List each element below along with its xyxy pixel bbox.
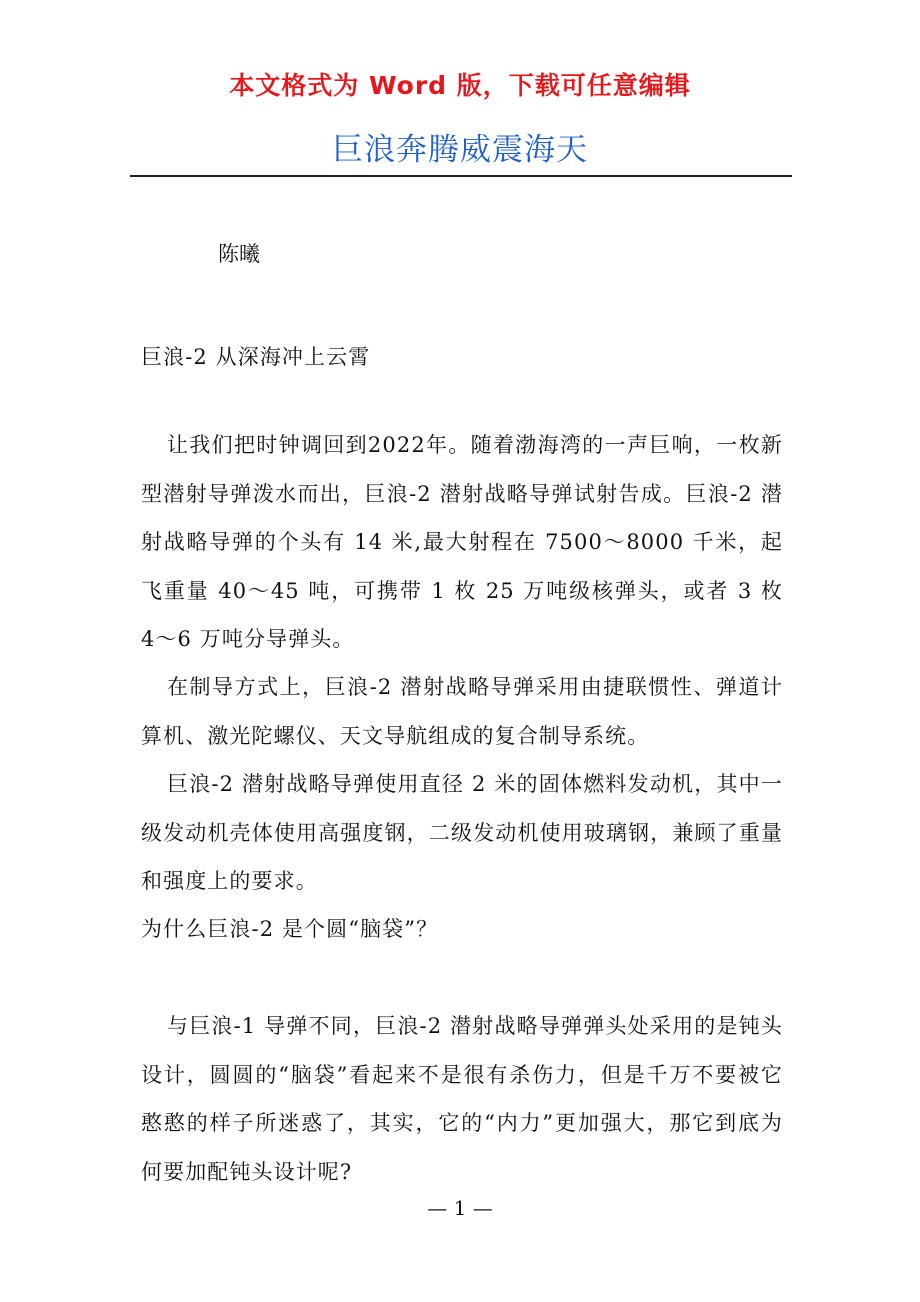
author-name: 陈曦 (218, 242, 260, 266)
paragraph-2: 在制导方式上，巨浪-2 潜射战略导弹采用由捷联惯性、弹道计算机、激光陀螺仪、天文导航组成的复合制导系统。 (141, 675, 783, 748)
paragraph-4: 与巨浪-1 导弹不同，巨浪-2 潜射战略导弹弹头处采用的是钝头设计，圆圆的“脑袋”看起来不是很有杀伤力，但是千万不要被它憨憨的样子所迷惑了，其实，它的“内力”更加强大，那它到底为何要加配钝头设计呢? (141, 1014, 783, 1184)
paragraph-3: 巨浪-2 潜射战略导弹使用直径 2 米的固体燃料发动机，其中一级发动机壳体使用高强度钢，二级发动机使用玻璃钢，兼顾了重量和强度上的要求。 (141, 772, 783, 893)
title-divider (130, 175, 792, 177)
document-title: 巨浪奔腾威震海天 (332, 132, 588, 168)
section-heading-1: 巨浪-2 从深海冲上云霄 (141, 345, 371, 369)
page-number: — 1 — (427, 1196, 493, 1220)
paragraph-1: 让我们把时钟调回到2022年。随着渤海湾的一声巨响，一枚新型潜射导弹泼水而出，巨浪-2 潜射战略导弹试射告成。巨浪-2 潜射战略导弹的个头有 14 米,最大射程在 7500～8000 千米，起飞重量 40～45 吨，可携带 1 枚 25 万吨级核弹头，或者 3 枚 4～6 万吨分导弹头。 (141, 433, 783, 651)
download-banner: 本文格式为 Word 版，下载可任意编辑 (229, 71, 691, 100)
section-heading-2: 为什么巨浪-2 是个圆“脑袋”？ (141, 917, 439, 941)
